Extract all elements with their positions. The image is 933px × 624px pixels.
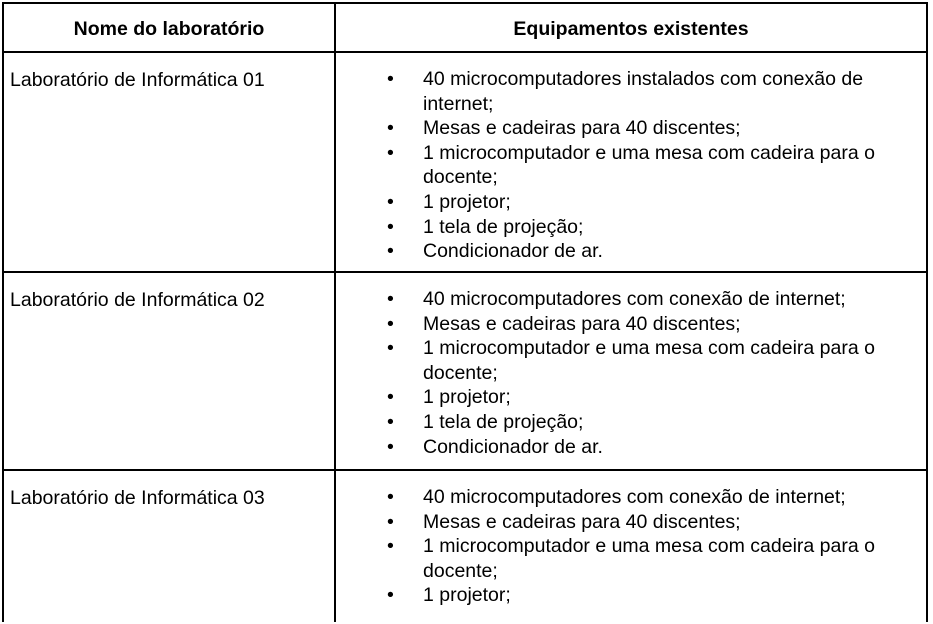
- header-lab-name: Nome do laboratório: [73, 18, 265, 40]
- lab-name: Laboratório de Informática 01: [10, 69, 265, 91]
- list-item: • 1 projetor;: [387, 386, 511, 409]
- equipment-list: [336, 287, 926, 459]
- equipment-list: [336, 67, 926, 264]
- list-item: • 1 projetor;: [387, 584, 511, 607]
- bullet-icon: •: [387, 190, 394, 213]
- bullet-icon: •: [387, 240, 394, 263]
- bullet-icon: •: [387, 386, 394, 409]
- bullet-icon: •: [387, 141, 394, 164]
- bullet-icon: •: [387, 68, 394, 90]
- bullet-icon: •: [387, 288, 394, 310]
- bullet-icon: •: [387, 535, 394, 558]
- list-item: • 1 microcomputador e uma mesa com cadeira para o docente;: [387, 535, 875, 582]
- list-item: • 1 microcomputador e uma mesa com cadeira para o docente;: [387, 337, 875, 384]
- bullet-icon: •: [387, 486, 394, 508]
- bullet-icon: •: [387, 410, 394, 433]
- list-item: • Condicionador de ar.: [387, 435, 603, 458]
- list-item: • Mesas e cadeiras para 40 discentes;: [387, 510, 741, 533]
- list-item: • 1 projetor;: [387, 190, 511, 213]
- bullet-icon: •: [387, 312, 394, 335]
- lab-name: Laboratório de Informática 03: [10, 487, 265, 509]
- table-header-row: [4, 4, 926, 51]
- table-row: [4, 271, 926, 469]
- labs-table: [2, 2, 928, 622]
- list-item: • Mesas e cadeiras para 40 discentes;: [387, 117, 741, 140]
- list-item: • 40 microcomputadores com conexão de internet;: [387, 288, 846, 310]
- list-item: • 1 microcomputador e uma mesa com cadeira para o docente;: [387, 141, 875, 189]
- bullet-icon: •: [387, 117, 394, 140]
- equipment-list: [336, 485, 926, 608]
- table-row: [4, 51, 926, 271]
- bullet-icon: •: [387, 584, 394, 607]
- list-item: • 40 microcomputadores com conexão de internet;: [387, 486, 846, 508]
- table-row: [4, 469, 926, 624]
- bullet-icon: •: [387, 510, 394, 533]
- lab-name: Laboratório de Informática 02: [10, 289, 265, 311]
- bullet-icon: •: [387, 215, 394, 238]
- list-item: • Condicionador de ar.: [387, 240, 603, 263]
- bullet-icon: •: [387, 435, 394, 458]
- list-item: • 40 microcomputadores instalados com conexão de internet;: [387, 68, 864, 115]
- header-equipment: Equipamentos existentes: [513, 18, 749, 40]
- list-item: • 1 tela de projeção;: [387, 410, 584, 433]
- bullet-icon: •: [387, 337, 394, 360]
- list-item: • 1 tela de projeção;: [387, 215, 584, 238]
- list-item: • Mesas e cadeiras para 40 discentes;: [387, 312, 741, 335]
